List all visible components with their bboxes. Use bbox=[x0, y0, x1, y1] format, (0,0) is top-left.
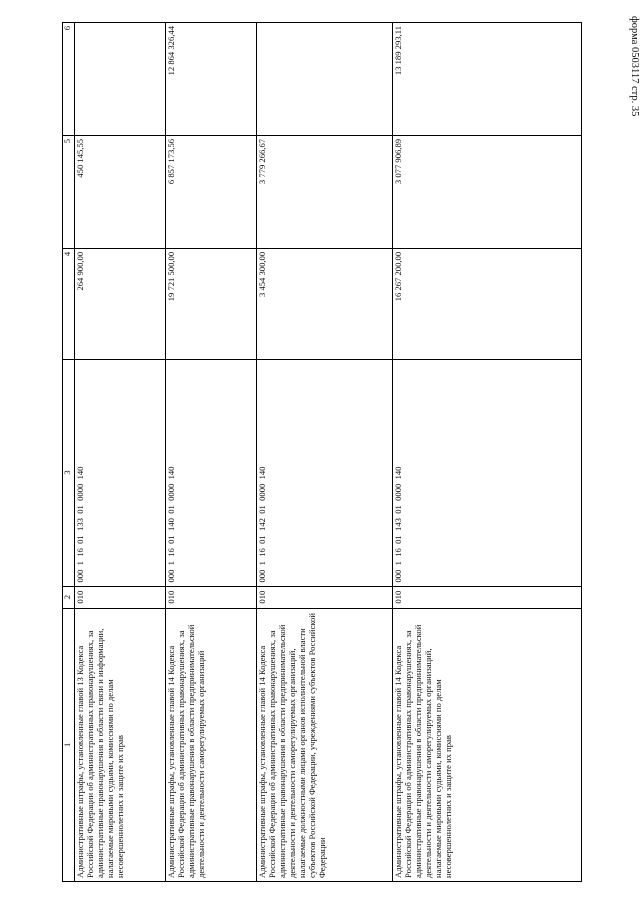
row-approved-amount: 264 900,00 bbox=[75, 248, 166, 359]
row-unexecuted-amount bbox=[257, 23, 393, 136]
row-indicator-name: Административные штрафы, установленные главой 14 Кодекса Российской Федерации об административных правонарушениях, за административные правонарушения в области предпринимательской деятельности и деятельности саморегулируемых организаций bbox=[166, 608, 257, 881]
column-header-4: 4 bbox=[63, 248, 75, 359]
row-executed-amount: 6 857 173,56 bbox=[166, 135, 257, 248]
column-header-6: 6 bbox=[63, 23, 75, 136]
row-indicator-name: Административные штрафы, установленные главой 14 Кодекса Российской Федерации об административных правонарушениях, за административные правонарушения в области предпринимательской деятельности и деятельности саморегулируемых организаций, налагаемые должностными лицами органов исполнительной власти субъектов Российской Федерации, учреждениями субъектов Российской Федерации bbox=[257, 608, 393, 881]
row-approved-amount: 3 454 300,00 bbox=[257, 248, 393, 359]
table-row bbox=[257, 23, 393, 882]
row-budget-classification-code: 000 1 16 01 143 01 0000 140 bbox=[393, 359, 582, 586]
row-executed-amount: 450 145,55 bbox=[75, 135, 166, 248]
row-budget-classification-code: 000 1 16 01 142 01 0000 140 bbox=[257, 359, 393, 586]
rotated-report-table-container bbox=[62, 22, 582, 882]
column-header-2: 2 bbox=[63, 586, 75, 608]
row-indicator-name: Административные штрафы, установленные главой 14 Кодекса Российской Федерации об административных правонарушениях, за административные правонарушения в области предпринимательской деятельности и деятельности саморегулируемых организаций, налагаемые мировыми судьями, комиссиями по делам несовершеннолетних и защите их прав bbox=[393, 608, 582, 881]
row-line-code: 010 bbox=[393, 586, 582, 608]
row-executed-amount: 3 077 906,89 bbox=[393, 135, 582, 248]
table-row bbox=[393, 23, 582, 882]
column-header-5: 5 bbox=[63, 135, 75, 248]
table-header-row bbox=[63, 23, 75, 882]
row-indicator-name: Административные штрафы, установленные главой 13 Кодекса Российской Федерации об административных правонарушениях, за административные правонарушения в области связи и информации, налагаемые мировыми судьями, комиссиями по делам несовершеннолетних и защите их прав bbox=[75, 608, 166, 881]
column-header-1: 1 bbox=[63, 608, 75, 881]
row-budget-classification-code: 000 1 16 01 133 01 0000 140 bbox=[75, 359, 166, 586]
revenue-execution-table bbox=[62, 22, 582, 882]
row-line-code: 010 bbox=[75, 586, 166, 608]
row-line-code: 010 bbox=[166, 586, 257, 608]
row-unexecuted-amount: 13 189 293,11 bbox=[393, 23, 582, 136]
row-unexecuted-amount: 12 864 326,44 bbox=[166, 23, 257, 136]
row-approved-amount: 19 721 500,00 bbox=[166, 248, 257, 359]
row-budget-classification-code: 000 1 16 01 140 01 0000 140 bbox=[166, 359, 257, 586]
table-row bbox=[75, 23, 166, 882]
table-row bbox=[166, 23, 257, 882]
row-executed-amount: 3 779 266,67 bbox=[257, 135, 393, 248]
row-approved-amount: 16 267 200,00 bbox=[393, 248, 582, 359]
column-header-3: 3 bbox=[63, 359, 75, 586]
row-unexecuted-amount bbox=[75, 23, 166, 136]
form-page-label: форма 0503117 стр. 35 bbox=[629, 16, 640, 117]
row-line-code: 010 bbox=[257, 586, 393, 608]
